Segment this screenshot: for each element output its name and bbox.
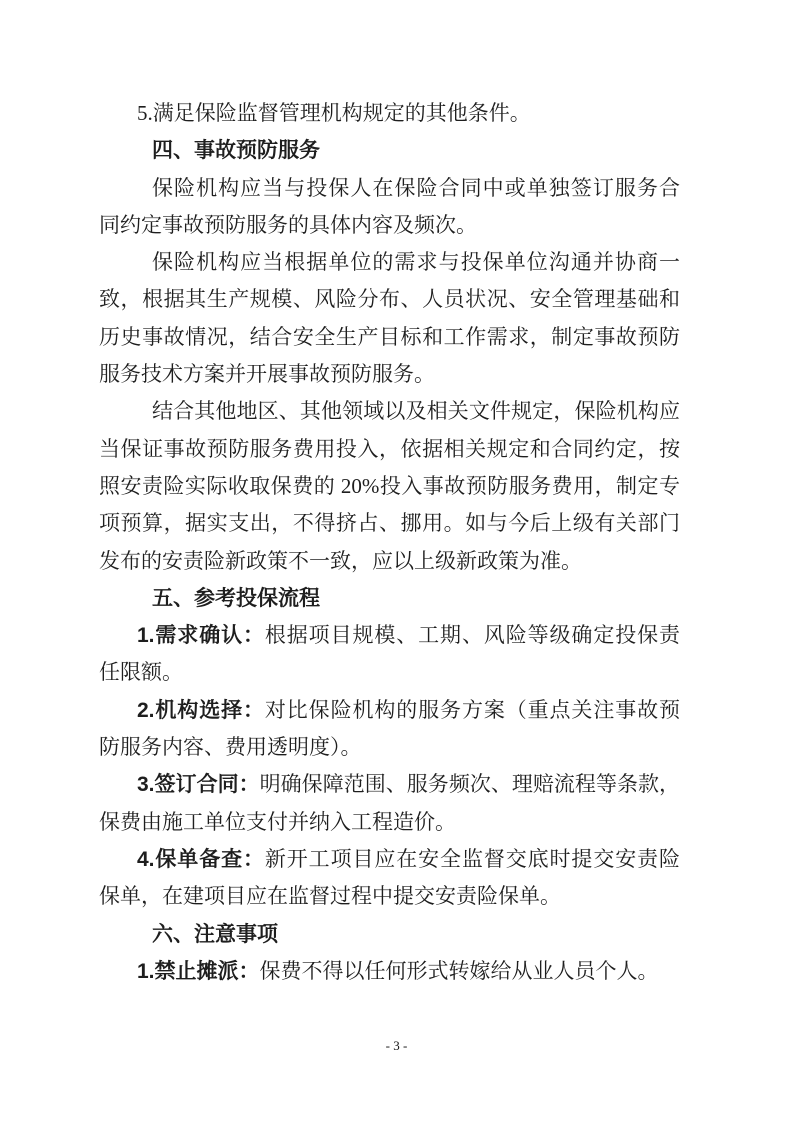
bold-text: 2.机构选择： [137,698,265,722]
text-line [99,617,680,654]
bold-text: 六、注意事项 [152,922,278,946]
body-text: 保费不得以任何形式转嫁给从业人员个人。 [259,958,659,983]
text-line [99,766,680,803]
body-text: 同约定事故预防服务的具体内容及频次。 [99,212,477,237]
document-body [99,95,680,990]
body-text: 5.满足保险监督管理机构规定的其他条件。 [137,101,531,125]
text-line [99,692,680,729]
body-text: 保险机构应当根据单位的需求与投保单位沟通并协商一 [152,250,680,275]
text-line [99,244,680,281]
body-text: 发布的安责险新政策不一致，应以上级新政策为准。 [99,548,582,573]
page-number: - 3 - [385,1038,408,1053]
text-line [99,878,680,915]
body-text: 致，根据其生产规模、风险分布、人员状况、安全管理基础和 [99,287,680,312]
body-text: 任限额。 [99,660,183,685]
bold-text: 4.保单备查： [137,847,265,871]
body-text: 结合其他地区、其他领域以及相关文件规定，保险机构应 [152,399,680,424]
section-heading [99,132,680,169]
page-footer [0,1037,793,1055]
bold-text: 1.需求确认： [137,624,265,648]
body-text: 防服务内容、费用透明度）。 [99,735,362,760]
text-line [99,468,680,505]
bold-text: 四、事故预防服务 [152,139,320,163]
text-line [99,281,680,318]
body-text: 当保证事故预防服务费用投入，依据相关规定和合同约定，按 [99,436,680,461]
text-line [99,356,680,393]
body-text: 明确保障范围、服务频次、理赔流程等条款， [259,772,681,797]
text-line [99,207,680,244]
text-line [99,431,680,468]
body-text: 对比保险机构的服务方案（重点关注事故预 [264,697,681,722]
text-line [99,505,680,542]
text-line [99,95,680,132]
text-line [99,170,680,207]
text-line [99,804,680,841]
text-line [99,654,680,691]
text-line [99,729,680,766]
body-text: 保单，在建项目应在监督过程中提交安责险保单。 [99,884,561,909]
body-text: 新开工项目应在安全监督交底时提交安责险 [264,846,681,871]
text-line [99,953,680,990]
section-heading [99,580,680,617]
text-line [99,543,680,580]
body-text: 根据项目规模、工期、风险等级确定投保责 [264,623,681,648]
body-text: 照安责险实际收取保费的 20%投入事故预防服务费用，制定专 [99,473,680,498]
bold-text: 五、参考投保流程 [152,586,320,610]
text-line [99,319,680,356]
body-text: 历史事故情况，结合安全生产目标和工作需求，制定事故预防 [99,324,680,349]
body-text: 项预算，据实支出，不得挤占、挪用。如与今后上级有关部门 [99,511,680,536]
text-line [99,841,680,878]
bold-text: 1.禁止摊派： [137,959,260,983]
body-text: 保费由施工单位支付并纳入工程造价。 [99,809,456,834]
section-heading [99,916,680,953]
body-text: 保险机构应当与投保人在保险合同中或单独签订服务合 [152,175,680,200]
body-text: 服务技术方案并开展事故预防服务。 [99,362,435,387]
text-line [99,393,680,430]
bold-text: 3.签订合同： [137,773,260,797]
